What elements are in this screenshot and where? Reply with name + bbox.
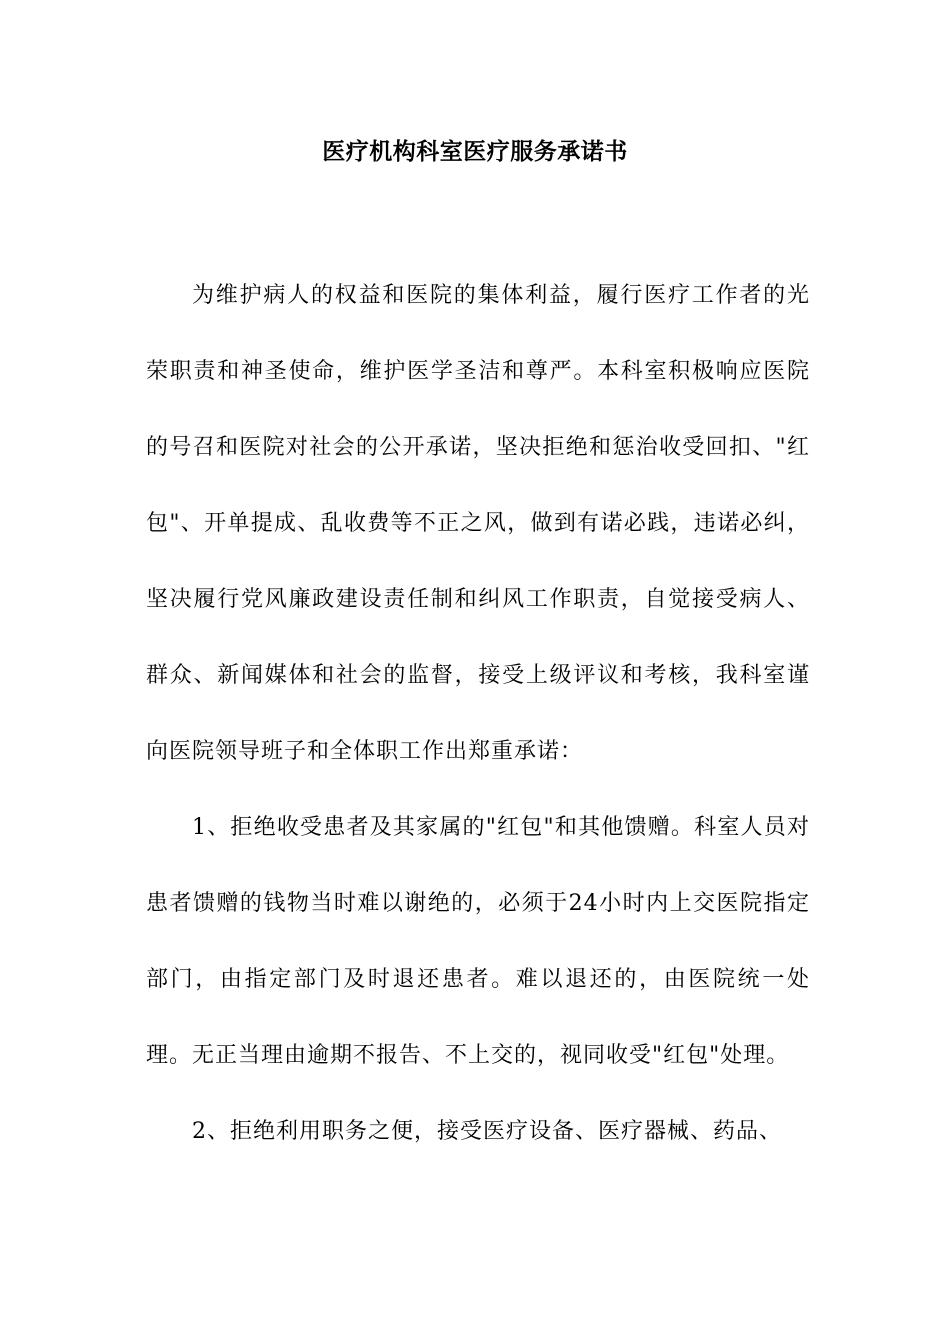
paragraph-intro: 为维护病人的权益和医院的集体利益，履行医疗工作者的光荣职责和神圣使命，维护医学圣洁和尊严。本科室积极响应医院的号召和医院对社会的公开承诺，坚决拒绝和惩治收受回扣、"红包"、开单提成、乱收费等不正之风，做到有诺必践，违诺必纠，坚决履行党风廉政建设责任制和纠风工作职责，自觉接受病人、群众、新闻媒体和社会的监督，接受上级评议和考核，我科室谨向医院领导班子和全体职工作出郑重承诺：	[146, 283, 810, 764]
document-title: 医疗机构科室医疗服务承诺书	[322, 138, 628, 165]
paragraph-item-1: 1、拒绝收受患者及其家属的"红包"和其他馈赠。科室人员对患者馈赠的钱物当时难以谢绝的，必须于24小时内上交医院指定部门，由指定部门及时退还患者。难以退还的，由医院统一处理。无正当理由逾期不报告、不上交的，视同收受"红包"处理。	[146, 815, 810, 1068]
document-body	[146, 258, 810, 1170]
paragraph-item-2: 2、拒绝利用职务之便，接受医疗设备、医疗器械、药品、	[192, 1119, 782, 1144]
